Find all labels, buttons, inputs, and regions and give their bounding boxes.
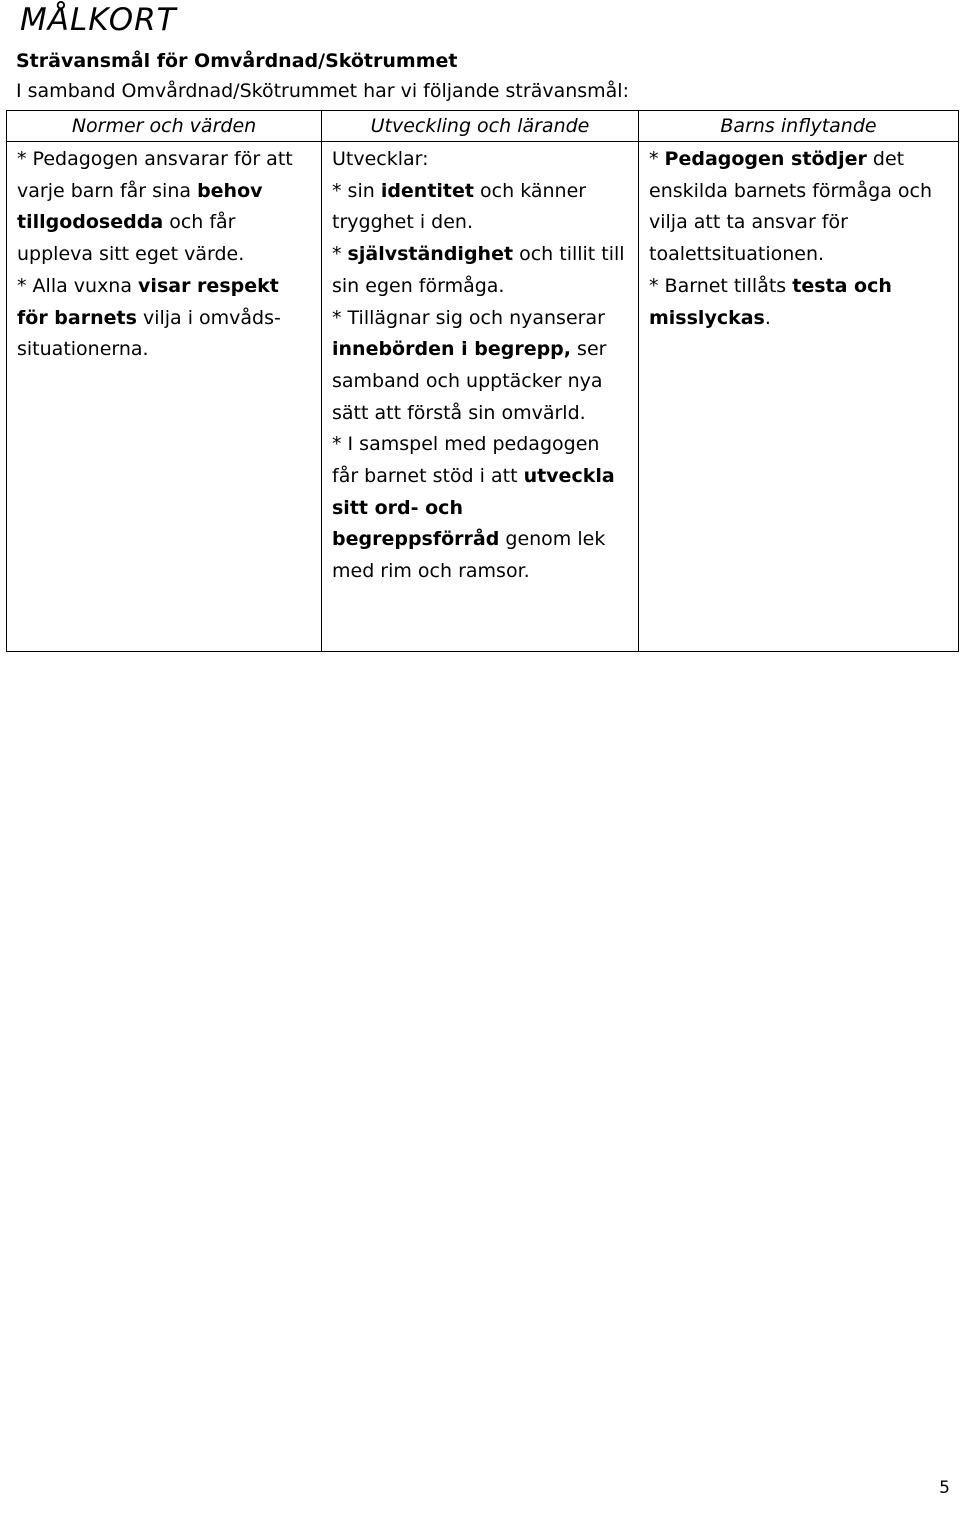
intro-text: I samband Omvårdnad/Skötrummet har vi följande strävansmål: — [16, 80, 629, 102]
text: * Pedagogen ansvarar för att varje barn får sina — [17, 148, 293, 202]
text: genom lek med rim och ramsor. — [332, 528, 606, 583]
emphasis-text: behov tillgodosedda — [17, 179, 263, 234]
paragraph — [649, 144, 950, 271]
goals-table — [6, 110, 959, 652]
text: * — [332, 243, 348, 266]
paragraph — [332, 303, 630, 430]
emphasis-text: testa och misslyckas — [649, 274, 892, 329]
paragraph — [332, 429, 630, 588]
text: * — [649, 148, 665, 170]
paragraph — [17, 271, 313, 366]
cell-barns-inflytande — [639, 142, 959, 652]
section-heading: Strävansmål för Omvårdnad/Skötrummet — [16, 50, 458, 72]
document-title: MÅLKORT — [20, 2, 177, 38]
emphasis-text: identitet — [380, 179, 474, 202]
text: * Barnet tillåts — [649, 274, 793, 297]
paragraph — [649, 271, 950, 334]
text: och känner trygghet i den. — [332, 179, 587, 234]
text: och tillit till sin egen förmåga. — [332, 243, 625, 297]
text: * I samspel med pedagogen får barnet stöd i att — [332, 433, 600, 488]
text: och får uppleva sitt eget värde. — [17, 211, 245, 266]
text: ser samband och upptäcker nya sätt att förstå sin omvärld. — [332, 338, 607, 424]
cell-utveckling-och-larande — [322, 142, 639, 652]
header-barns-inflytande: Barns inflytande — [639, 111, 959, 142]
paragraph — [332, 239, 630, 302]
table-header-row — [7, 111, 959, 142]
header-utveckling-och-larande: Utveckling och lärande — [322, 111, 639, 142]
text: * sin — [332, 179, 381, 202]
cell-normer-och-varden — [7, 142, 322, 652]
emphasis-text: självständighet — [347, 243, 514, 266]
emphasis-text: visar respekt för barnets — [17, 274, 279, 329]
emphasis-text: utveckla sitt ord- och begreppsförråd — [332, 465, 615, 551]
text: . — [764, 306, 771, 329]
text: * Alla vuxna — [17, 274, 139, 297]
paragraph — [17, 144, 313, 271]
emphasis-text: Pedagogen stödjer — [664, 148, 867, 170]
text: vilja i omvåds- situationerna. — [17, 306, 281, 361]
table-row — [7, 142, 959, 652]
paragraph: Utvecklar: — [332, 148, 429, 170]
text: * Tillägnar sig och nyanserar — [332, 306, 605, 329]
header-normer-och-varden: Normer och värden — [7, 111, 322, 142]
text: det enskilda barnets förmåga och vilja att ta ansvar för toalettsituationen. — [649, 148, 933, 266]
emphasis-text: innebörden i begrepp, — [332, 338, 571, 361]
page-number: 5 — [939, 1478, 950, 1498]
paragraph — [332, 176, 630, 239]
